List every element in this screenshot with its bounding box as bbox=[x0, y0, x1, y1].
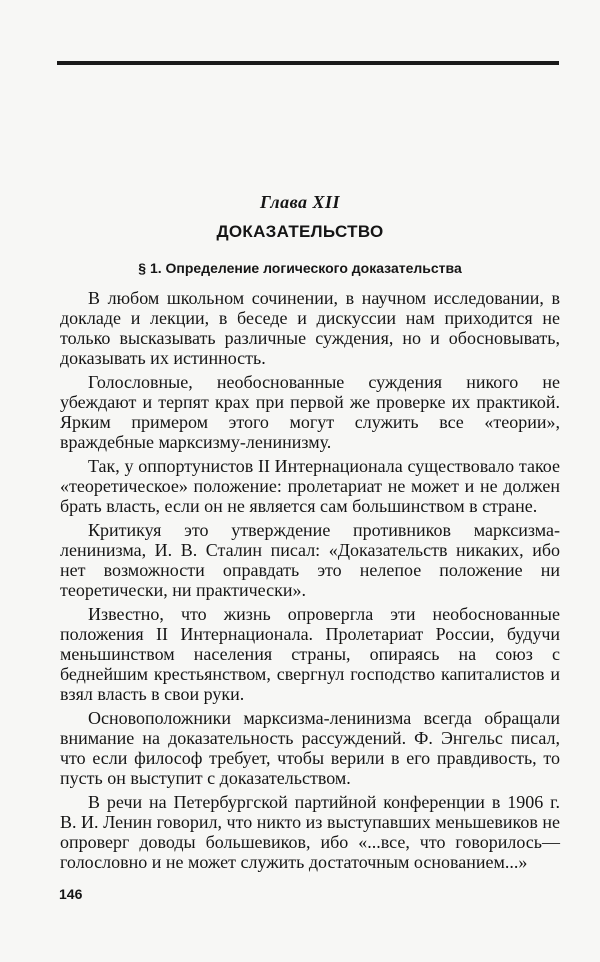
page-number: 146 bbox=[59, 886, 83, 902]
paragraph: Так, у оппортунистов II Интернационала существовало такое «теоретическое» положение: пролетариат не может и не должен брать власть, если он не является сам большинством в стране. bbox=[60, 456, 560, 516]
paragraph: В речи на Петербургской партийной конференции в 1906 г. В. И. Ленин говорил, что никто из выступавших меньшевиков не опроверг доводы большевиков, ибо «...все, что говорилось—голословно и не может служить достаточным основанием...» bbox=[60, 792, 560, 872]
chapter-title: ДОКАЗАТЕЛЬСТВО bbox=[216, 222, 384, 241]
top-rule bbox=[57, 61, 559, 65]
chapter-label: Глава XII bbox=[259, 192, 341, 212]
section-title: § 1. Определение логического доказательства bbox=[138, 260, 462, 276]
paragraph: Известно, что жизнь опровергла эти необоснованные положения II Интернационала. Пролетариат России, будучи меньшинством населения страны, опираясь на союз с беднейшим крестьянством, свергнул господство капиталистов и взял власть в свои руки. bbox=[60, 604, 560, 704]
paragraph: Основоположники марксизма-ленинизма всегда обращали внимание на доказательность рассуждений. Ф. Энгельс писал, что если философ требует, чтобы верили в его правдивость, то пусть он выступит с доказательством. bbox=[60, 708, 560, 788]
body-text bbox=[60, 288, 560, 876]
paragraph: В любом школьном сочинении, в научном исследовании, в докладе и лекции, в беседе и дискуссии нам приходится не только высказывать различные суждения, но и обосновывать, доказывать их истинность. bbox=[60, 288, 560, 368]
paragraph: Критикуя это утверждение противников марксизма-ленинизма, И. В. Сталин писал: «Доказательств никаких, ибо нет возможности оправдать это нелепое положение ни теоретически, ни практически». bbox=[60, 520, 560, 600]
paragraph: Голословные, необоснованные суждения никого не убеждают и терпят крах при первой же проверке их практикой. Ярким примером этого могут служить все «теории», враждебные марксизму-ленинизму. bbox=[60, 372, 560, 452]
